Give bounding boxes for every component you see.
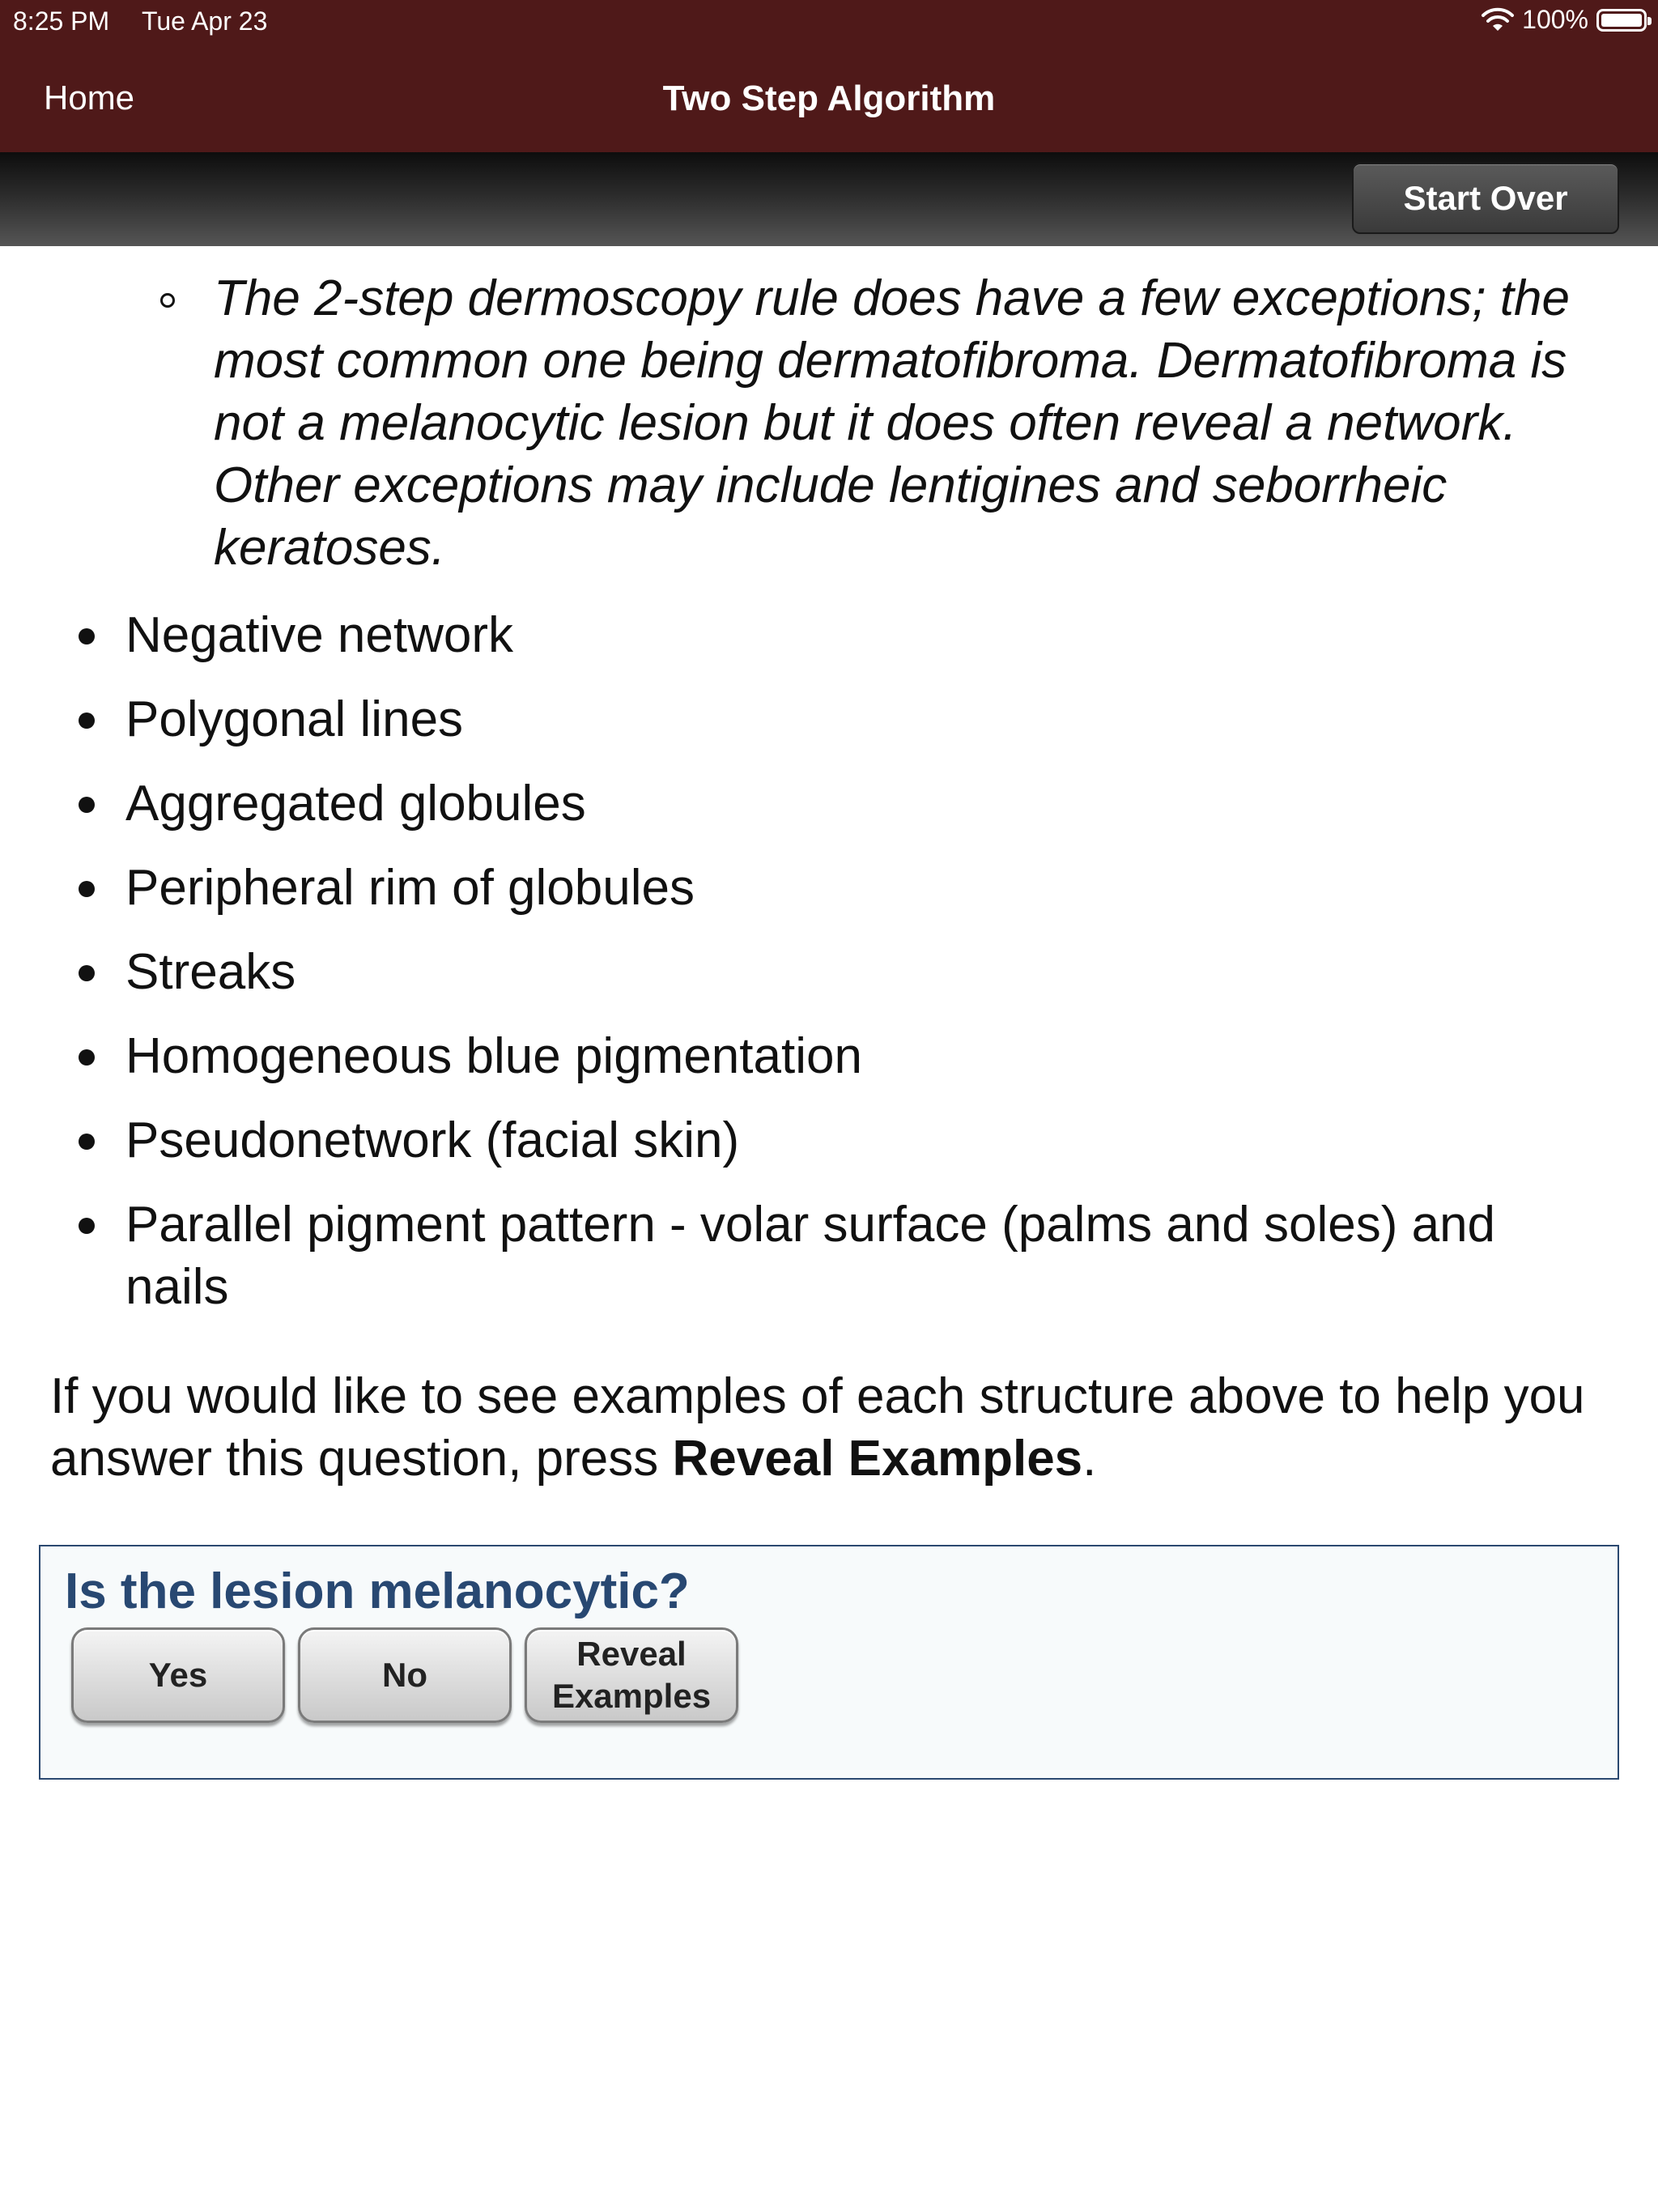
battery-percent: 100%: [1522, 5, 1588, 34]
list-item-text: Streaks: [125, 944, 296, 1000]
bullet-icon: [79, 797, 95, 813]
question-title: Is the lesion melanocytic?: [65, 1563, 690, 1619]
bullet-icon: [79, 628, 95, 644]
home-button[interactable]: Home: [44, 79, 135, 117]
page-title: Two Step Algorithm: [662, 79, 996, 118]
status-indicators: [1480, 5, 1647, 35]
list-item-text: Pseudonetwork (facial skin): [125, 1112, 740, 1168]
hollow-bullet-icon: [160, 293, 175, 308]
list-item-text: Polygonal lines: [125, 691, 464, 747]
start-over-button[interactable]: Start Over: [1352, 163, 1619, 234]
battery-icon: [1596, 9, 1647, 32]
list-item-text: Parallel pigment pattern - volar surface (palms and soles) and nails: [125, 1197, 1496, 1315]
bullet-icon: [79, 881, 95, 897]
bullet-icon: [79, 1134, 95, 1150]
nav-bar: [0, 42, 1658, 152]
list-item-text: Aggregated globules: [125, 776, 586, 832]
list-item-text: Peripheral rim of globules: [125, 860, 695, 916]
reveal-examples-button[interactable]: Reveal Examples: [525, 1627, 738, 1723]
toolbar: [0, 152, 1658, 246]
instruction-text: If you would like to see examples of each structure above to help you answer this question, press: [50, 1368, 1585, 1487]
list-item-text: Homogeneous blue pigmentation: [125, 1028, 862, 1084]
sub-bullet-text: The 2-step dermoscopy rule does have a few exceptions; the most common one being dermatofibroma. Dermatofibroma is not a melanocytic lesion but it does often reveal a network. Other exceptions may include lentigines and seborrheic keratoses.: [214, 270, 1570, 576]
wifi-icon: [1480, 6, 1516, 34]
status-bar: [0, 0, 1658, 42]
no-button[interactable]: No: [298, 1627, 512, 1723]
instruction-paragraph: [50, 1365, 1621, 1490]
question-box: [39, 1545, 1619, 1780]
instruction-suffix: .: [1082, 1431, 1097, 1487]
instruction-bold-text: Reveal Examples: [672, 1431, 1083, 1487]
status-time: 8:25 PM: [13, 6, 110, 36]
bullet-icon: [79, 713, 95, 729]
bullet-icon: [79, 1218, 95, 1234]
yes-button[interactable]: Yes: [71, 1627, 285, 1723]
list-item-text: Negative network: [125, 607, 514, 663]
bullet-icon: [79, 965, 95, 981]
bullet-icon: [79, 1049, 95, 1066]
status-date: Tue Apr 23: [142, 6, 268, 36]
battery-fill: [1601, 14, 1642, 27]
